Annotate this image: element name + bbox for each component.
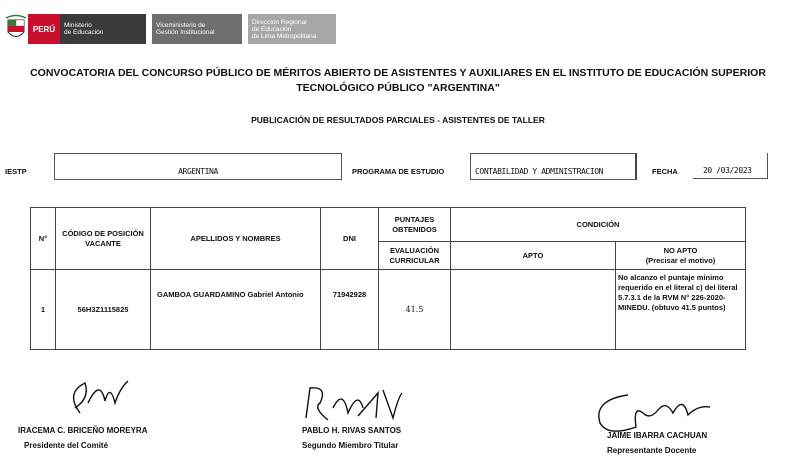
dre-label: Dirección Regional de Educación de Lima Metropolitana (248, 14, 336, 44)
institution-header (4, 14, 336, 44)
programa-label: PROGRAMA DE ESTUDIO (352, 167, 445, 176)
signature-1-name: IRACEMA C. BRICEÑO MOREYRA (18, 426, 148, 435)
vice-ministry-label: Viceministerio de Gestión Institucional (152, 14, 242, 44)
header-noapto-label: NO APTO (663, 245, 698, 255)
header-puntajes: PUNTAJES OBTENIDOS (379, 208, 451, 242)
signature-3-name: JAIME IBARRA CACHUAN (607, 431, 708, 440)
national-crest-icon (4, 14, 28, 44)
cell-apto (451, 270, 616, 350)
peru-label: PERÚ (28, 14, 60, 44)
signature-1 (18, 426, 147, 450)
header-condicion: CONDICIÓN (451, 208, 746, 242)
cell-num: 1 (31, 270, 56, 350)
cell-noapto: No alcanzo el puntaje mínimo requerido en el literal c) del literal 5.7.3.1 de la RVM N° 226-2020-MINEDU. (obtuvo 41.5 puntos) (616, 270, 746, 350)
fecha-value: 20 /03/2023 (703, 166, 752, 175)
document-title (0, 66, 796, 96)
title-line-2: TECNOLÓGICO PÚBLICO "ARGENTINA" (296, 82, 500, 94)
fecha-field (693, 153, 768, 179)
title-line-1: CONVOCATORIA DEL CONCURSO PÚBLICO DE MÉRITOS ABIERTO DE ASISTENTES Y AUXILIARES EN EL INSTITUTO DE EDUCACIÓN SUPERIOR (30, 67, 766, 79)
document-subtitle: PUBLICACIÓN DE RESULTADOS PARCIALES - ASISTENTES DE TALLER (251, 115, 545, 125)
programa-value: CONTABILIDAD Y ADMINISTRACION (475, 167, 604, 176)
cell-codigo: 56H3Z1115825 (56, 270, 151, 350)
header-noapto-sub: (Precisar el motivo) (645, 255, 716, 265)
header-num: N° (31, 208, 56, 270)
ministry-label: Ministerio de Educación (60, 14, 146, 44)
signature-1-mark (60, 373, 140, 428)
iestp-value: ARGENTINA (178, 167, 218, 176)
signature-3-role: Representante Docente (607, 446, 697, 455)
cell-eval: 41.5 (379, 270, 451, 350)
signature-2-name: PABLO H. RIVAS SANTOS (302, 426, 402, 435)
header-eval: EVALUACIÓN CURRICULAR (379, 242, 451, 270)
header-codigo: CÓDIGO DE POSICIÓN VACANTE (56, 208, 151, 270)
signature-3 (607, 431, 707, 455)
signature-2 (302, 426, 401, 450)
header-nombres: APELLIDOS Y NOMBRES (151, 208, 321, 270)
header-noapto (616, 242, 746, 270)
iestp-label: IESTP (5, 167, 27, 176)
signature-1-role: Presidente del Comité (24, 441, 109, 450)
signature-2-role: Segundo Miembro Titular (302, 441, 399, 450)
table-row (31, 270, 746, 350)
fecha-label: FECHA (652, 167, 678, 176)
header-apto: APTO (451, 242, 616, 270)
cell-nombre: GAMBOA GUARDAMINO Gabriel Antonio (151, 270, 321, 350)
table-header-row (31, 208, 746, 242)
signature-2-mark (298, 378, 408, 433)
header-dni: DNI (321, 208, 379, 270)
iestp-field (54, 153, 342, 180)
programa-field (470, 153, 637, 180)
results-table (30, 207, 746, 350)
cell-dni: 71942928 (321, 270, 379, 350)
